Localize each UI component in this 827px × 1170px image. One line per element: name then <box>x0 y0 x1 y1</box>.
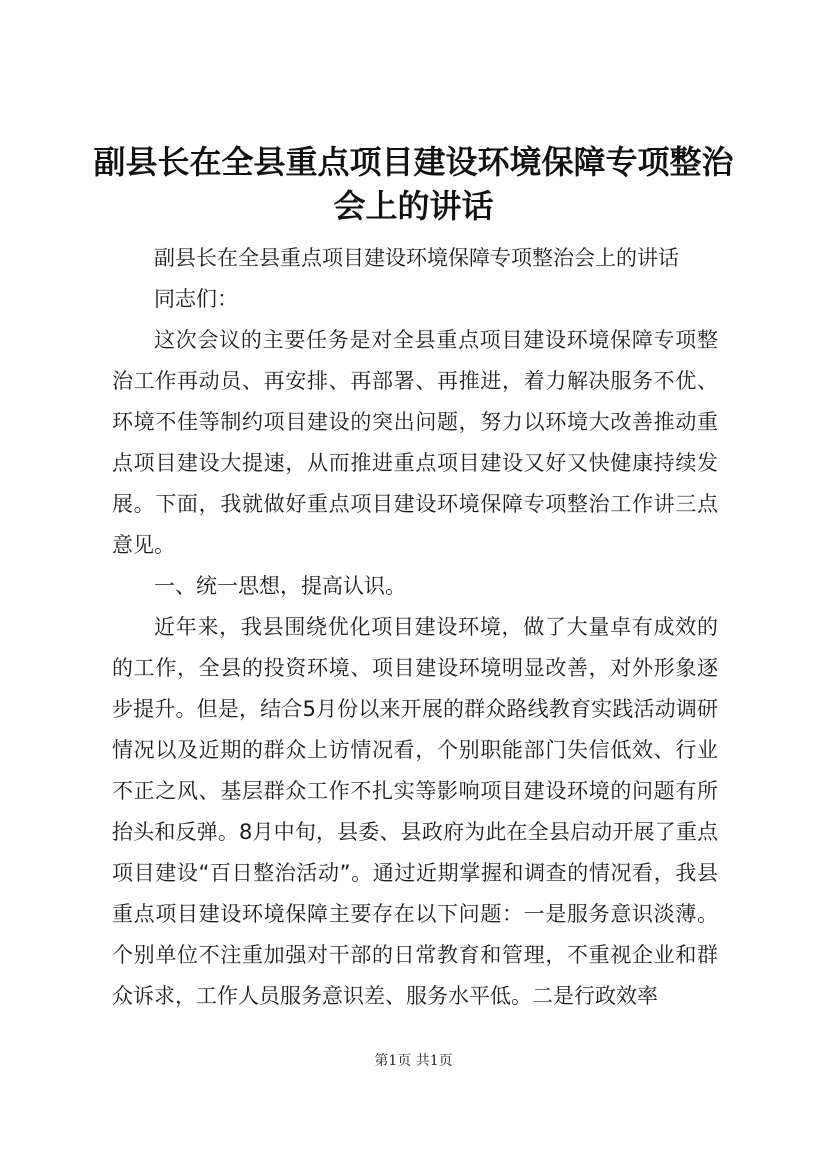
paragraph-salutation: 同志们： <box>154 287 238 311</box>
section-heading-1: 一、统一思想，提高认识。 <box>154 574 406 598</box>
title-line-1: 副县长在全县重点项目建设环境保障专项整治 <box>93 143 734 181</box>
title-line-2: 会上的讲话 <box>333 187 494 225</box>
paragraph-intro: 这次会议的主要任务是对全县重点项目建设环境保障专项整治工作再动员、再安排、再部署、再推进，着力解决服务不优、环境不佳等制约项目建设的突出问题，努力以环境大改善推动重点项目建设大提速，从而推进重点项目建设又好又快健康持续发展。下面，我就做好重点项目建设环境保障专项整治工作讲三点意见。 <box>112 328 718 557</box>
document-title <box>60 140 767 228</box>
document-body <box>112 238 718 1017</box>
paragraph-subtitle: 副县长在全县重点项目建设环境保障专项整治会上的讲话 <box>154 246 679 270</box>
page-footer: 第1页 共1页 <box>374 1053 453 1069</box>
paragraph-body: 近年来，我县围绕优化项目建设环境，做了大量卓有成效的的工作，全县的投资环境、项目建设环境明显改善，对外形象逐步提升。但是，结合5月份以来开展的群众路线教育实践活动调研情况以及近期的群众上访情况看，个别职能部门失信低效、行业不正之风、基层群众工作不扎实等影响项目建设环境的问题有所抬头和反弹。8月中旬，县委、县政府为此在全县启动开展了重点项目建设“百日整治活动”。通过近期掌握和调查的情况看，我县重点项目建设环境保障主要存在以下问题：一是服务意识淡薄。个别单位不注重加强对干部的日常教育和管理，不重视企业和群众诉求，工作人员服务意识差、服务水平低。二是行政效率 <box>112 615 718 1008</box>
